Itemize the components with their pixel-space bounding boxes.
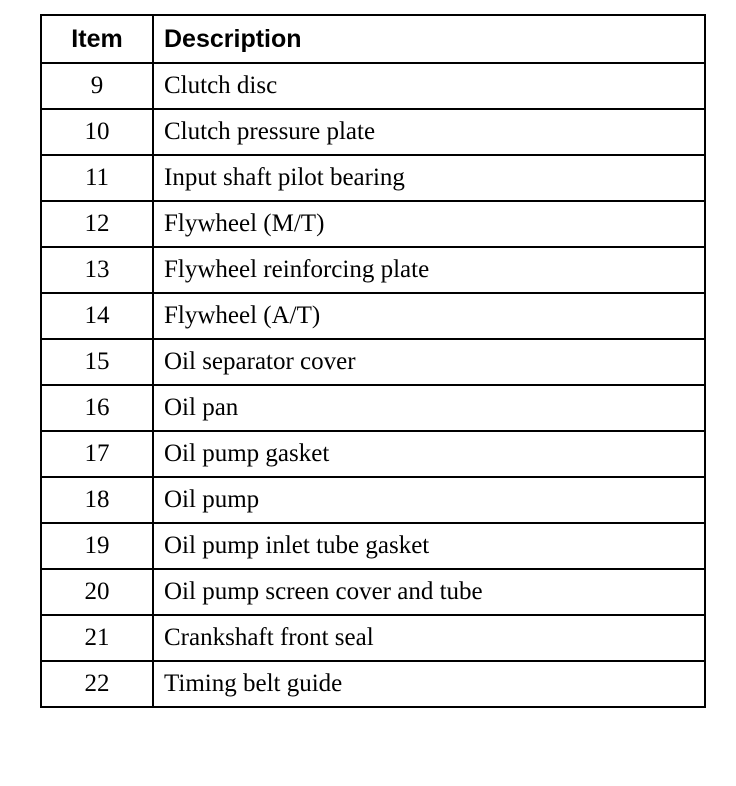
item-number: 9 [41, 63, 153, 109]
table-row [41, 293, 705, 339]
item-number: 15 [41, 339, 153, 385]
item-description: Oil pump [153, 477, 705, 523]
table-row [41, 431, 705, 477]
table-row [41, 201, 705, 247]
item-number: 18 [41, 477, 153, 523]
item-description: Flywheel reinforcing plate [153, 247, 705, 293]
table-row [41, 63, 705, 109]
item-description: Oil pump inlet tube gasket [153, 523, 705, 569]
item-description: Crankshaft front seal [153, 615, 705, 661]
item-number: 10 [41, 109, 153, 155]
item-number: 19 [41, 523, 153, 569]
item-description: Flywheel (M/T) [153, 201, 705, 247]
table-row [41, 155, 705, 201]
item-number: 17 [41, 431, 153, 477]
item-number: 13 [41, 247, 153, 293]
table-header-row [41, 15, 705, 63]
parts-table [40, 14, 706, 708]
table-row [41, 569, 705, 615]
description-column-header: Description [153, 15, 705, 63]
table-row [41, 523, 705, 569]
item-description: Input shaft pilot bearing [153, 155, 705, 201]
item-description: Flywheel (A/T) [153, 293, 705, 339]
item-number: 14 [41, 293, 153, 339]
table-row [41, 339, 705, 385]
item-number: 16 [41, 385, 153, 431]
item-description: Oil pump screen cover and tube [153, 569, 705, 615]
item-number: 12 [41, 201, 153, 247]
table-row [41, 109, 705, 155]
item-number: 20 [41, 569, 153, 615]
item-description: Oil pump gasket [153, 431, 705, 477]
item-description: Oil separator cover [153, 339, 705, 385]
item-description: Clutch pressure plate [153, 109, 705, 155]
item-description: Clutch disc [153, 63, 705, 109]
item-column-header: Item [41, 15, 153, 63]
table-row [41, 615, 705, 661]
table-row [41, 477, 705, 523]
item-description: Oil pan [153, 385, 705, 431]
item-description: Timing belt guide [153, 661, 705, 707]
parts-table-container [40, 14, 704, 764]
item-number: 22 [41, 661, 153, 707]
table-row [41, 247, 705, 293]
table-row [41, 385, 705, 431]
item-number: 21 [41, 615, 153, 661]
table-row [41, 661, 705, 707]
item-number: 11 [41, 155, 153, 201]
